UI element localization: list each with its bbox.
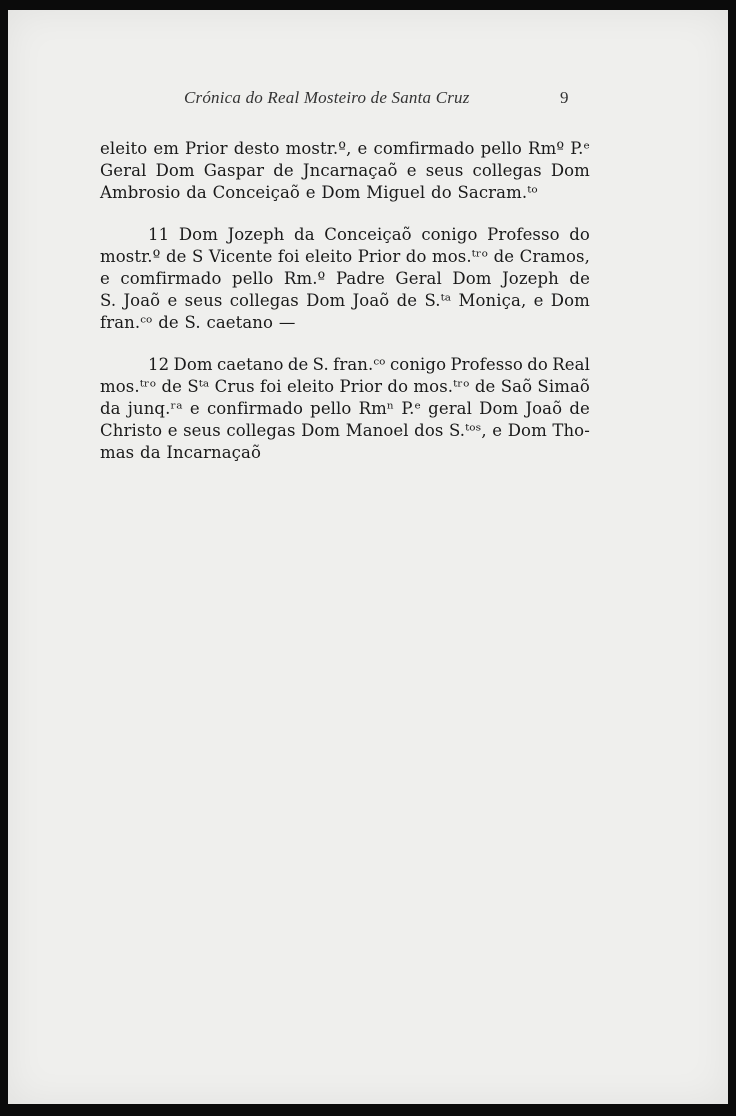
text-line: e comfirmado pello Rm.º Padre Geral Dom Jozeph de [100,268,590,288]
running-header [8,88,728,112]
text-line: mos.ᵗʳᵒ de Sᵗᵃ Crus foi eleito Prior do mos.ᵗʳᵒ de Saõ Simaõ [100,377,590,397]
paragraph-2 [100,224,590,333]
page-number: 9 [560,88,569,107]
text-line: Geral Dom Gaspar de Jncarnaçaõ e seus collegas Dom [100,160,590,180]
text-line: S. Joaõ e seus collegas Dom Joaõ de S.ᵗᵃ Moniça, e Dom [100,290,590,310]
text-line: Ambrosio da Conceiçaõ e Dom Miguel do Sacram.ᵗᵒ [100,182,538,202]
text-line: da junq.ʳᵃ e confirmado pello Rmⁿ P.ᵉ geral Dom Joaõ de [100,398,590,418]
paragraph-3 [100,354,590,463]
text-line: mas da Incarnaçaõ [100,442,261,462]
book-page [8,10,728,1104]
text-line: mostr.º de S Vicente foi eleito Prior do mos.ᵗʳᵒ de Cramos, [100,247,590,267]
text-line: eleito em Prior desto mostr.º, e comfirmado pello Rmº P.ᵉ [100,139,590,158]
text-line: 11 Dom Jozeph da Conceiçaõ conigo Professo do [148,225,590,245]
text-line: 12 Dom caetano de S. fran.ᶜᵒ conigo Professo do Real [148,355,590,375]
text-line: fran.ᶜᵒ de S. caetano — [100,312,296,332]
running-title: Crónica do Real Mosteiro de Santa Cruz [184,88,470,107]
body-text [100,138,590,484]
text-line: Christo e seus collegas Dom Manoel dos S.ᵗᵒˢ, e Dom Tho- [100,420,590,440]
paragraph-1 [100,138,590,203]
